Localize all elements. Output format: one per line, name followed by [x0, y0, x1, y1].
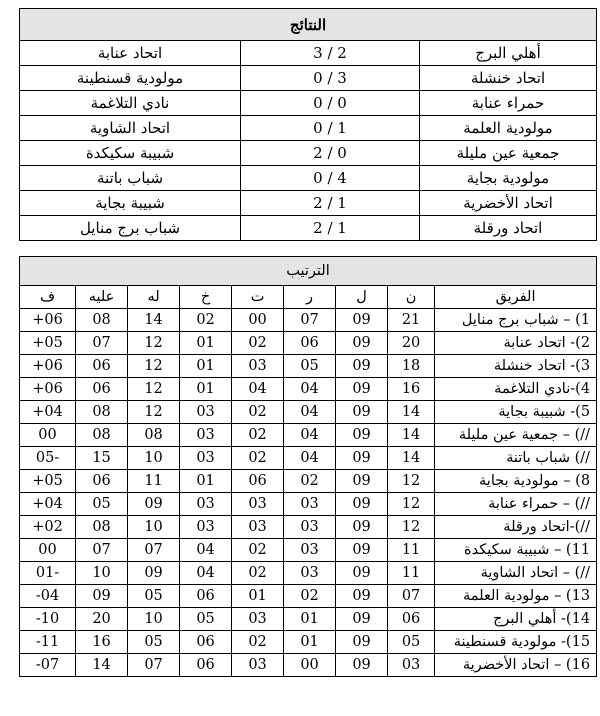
result-home-team: اتحاد ورقلة — [420, 216, 597, 241]
standing-team: //) – اتحاد الشاوية — [435, 562, 597, 585]
standing-lost: 01 — [180, 355, 232, 378]
header-lost: خ — [180, 286, 232, 309]
standing-played: 09 — [336, 562, 388, 585]
result-home-team: مولودية بجاية — [420, 166, 597, 191]
standing-team: 1) – شباب برج منايل — [435, 309, 597, 332]
standing-won: 03 — [284, 539, 336, 562]
standing-goal-difference: -07 — [20, 654, 76, 677]
standing-team: //) – جمعية عين مليلة — [435, 424, 597, 447]
standings-row — [20, 608, 597, 631]
standing-won: 04 — [284, 401, 336, 424]
standing-won: 02 — [284, 585, 336, 608]
standing-team: //)-اتحاد ورقلة — [435, 516, 597, 539]
header-drawn: ت — [232, 286, 284, 309]
standings-row — [20, 401, 597, 424]
standing-drawn: 02 — [232, 424, 284, 447]
standings-header-row — [20, 286, 597, 309]
standing-points: 21 — [388, 309, 435, 332]
standing-won: 01 — [284, 631, 336, 654]
standing-drawn: 03 — [232, 355, 284, 378]
standing-goals-against: 09 — [76, 585, 128, 608]
standing-goal-difference: +05 — [20, 332, 76, 355]
standing-lost: 06 — [180, 585, 232, 608]
standing-goals-against: 08 — [76, 424, 128, 447]
standings-row — [20, 355, 597, 378]
result-row — [20, 166, 597, 191]
standing-goals-against: 07 — [76, 332, 128, 355]
results-title-row — [20, 9, 597, 41]
standings-row — [20, 631, 597, 654]
standing-drawn: 01 — [232, 585, 284, 608]
standing-goal-difference: +05 — [20, 470, 76, 493]
standings-row — [20, 309, 597, 332]
standing-goals-for: 09 — [128, 562, 180, 585]
standings-row — [20, 332, 597, 355]
standing-drawn: 02 — [232, 401, 284, 424]
standing-goals-for: 14 — [128, 309, 180, 332]
standing-lost: 04 — [180, 539, 232, 562]
standing-won: 03 — [284, 562, 336, 585]
standing-goal-difference: +02 — [20, 516, 76, 539]
standings-row — [20, 539, 597, 562]
standing-points: 12 — [388, 470, 435, 493]
header-played: ل — [336, 286, 388, 309]
result-score: 0 / 1 — [241, 116, 420, 141]
standing-drawn: 02 — [232, 562, 284, 585]
standing-goals-for: 10 — [128, 608, 180, 631]
result-away-team: نادي التلاغمة — [20, 91, 241, 116]
standing-goals-against: 05 — [76, 493, 128, 516]
standing-goals-against: 16 — [76, 631, 128, 654]
result-away-team: مولودية قسنطينة — [20, 66, 241, 91]
standing-played: 09 — [336, 516, 388, 539]
standing-goal-difference: -11 — [20, 631, 76, 654]
standings-row — [20, 516, 597, 539]
standings-row — [20, 470, 597, 493]
standings-row — [20, 654, 597, 677]
result-away-team: اتحاد الشاوية — [20, 116, 241, 141]
standing-points: 12 — [388, 516, 435, 539]
result-row — [20, 116, 597, 141]
standing-points: 14 — [388, 401, 435, 424]
standing-won: 07 — [284, 309, 336, 332]
standing-lost: 03 — [180, 424, 232, 447]
standings-row — [20, 562, 597, 585]
standing-goal-difference: +06 — [20, 355, 76, 378]
result-away-team: شبيبة سكيكدة — [20, 141, 241, 166]
standing-drawn: 04 — [232, 378, 284, 401]
standing-points: 20 — [388, 332, 435, 355]
standing-points: 03 — [388, 654, 435, 677]
standing-drawn: 03 — [232, 493, 284, 516]
header-goals-for: له — [128, 286, 180, 309]
standing-drawn: 02 — [232, 631, 284, 654]
standing-lost: 03 — [180, 493, 232, 516]
result-row — [20, 191, 597, 216]
standing-team: 4)-نادي التلاغمة — [435, 378, 597, 401]
result-row — [20, 141, 597, 166]
result-home-team: اتحاد الأخضرية — [420, 191, 597, 216]
standing-played: 09 — [336, 378, 388, 401]
standing-goals-for: 07 — [128, 539, 180, 562]
standing-played: 09 — [336, 447, 388, 470]
standing-goal-difference: +04 — [20, 493, 76, 516]
standing-lost: 01 — [180, 470, 232, 493]
result-home-team: اتحاد خنشلة — [420, 66, 597, 91]
standing-goals-for: 07 — [128, 654, 180, 677]
results-title: النتائج — [20, 9, 597, 41]
standing-goals-against: 15 — [76, 447, 128, 470]
standing-team: 3)- اتحاد خنشلة — [435, 355, 597, 378]
result-score: 3 / 2 — [241, 41, 420, 66]
standing-team: 15)- مولودية قسنطينة — [435, 631, 597, 654]
result-away-team: شباب برج منايل — [20, 216, 241, 241]
standing-goals-against: 08 — [76, 401, 128, 424]
standing-won: 04 — [284, 378, 336, 401]
standing-goal-difference: -04 — [20, 585, 76, 608]
result-score: 2 / 1 — [241, 191, 420, 216]
standings-title: الترتيب — [20, 257, 597, 286]
standing-goal-difference: +04 — [20, 401, 76, 424]
standing-goals-for: 12 — [128, 401, 180, 424]
standing-played: 09 — [336, 493, 388, 516]
standing-goals-for: 12 — [128, 332, 180, 355]
standing-points: 14 — [388, 447, 435, 470]
standing-goals-against: 06 — [76, 470, 128, 493]
standings-row — [20, 424, 597, 447]
standing-drawn: 00 — [232, 309, 284, 332]
standing-points: 11 — [388, 539, 435, 562]
standing-team: 13) – مولودية العلمة — [435, 585, 597, 608]
standing-played: 09 — [336, 608, 388, 631]
standing-lost: 01 — [180, 332, 232, 355]
standing-team: 14)- أهلي البرج — [435, 608, 597, 631]
standing-played: 09 — [336, 631, 388, 654]
header-team: الفريق — [435, 286, 597, 309]
header-won: ر — [284, 286, 336, 309]
standing-drawn: 02 — [232, 539, 284, 562]
standing-points: 12 — [388, 493, 435, 516]
standing-points: 11 — [388, 562, 435, 585]
standing-points: 07 — [388, 585, 435, 608]
standing-team: //) – حمراء عنابة — [435, 493, 597, 516]
standing-goal-difference: 01- — [20, 562, 76, 585]
standing-goal-difference: +06 — [20, 378, 76, 401]
standing-goals-for: 08 — [128, 424, 180, 447]
standing-won: 05 — [284, 355, 336, 378]
standing-goals-for: 10 — [128, 516, 180, 539]
standing-played: 09 — [336, 332, 388, 355]
standings-row — [20, 585, 597, 608]
standing-goals-for: 11 — [128, 470, 180, 493]
standing-points: 18 — [388, 355, 435, 378]
standing-won: 04 — [284, 424, 336, 447]
standing-drawn: 03 — [232, 516, 284, 539]
header-points: ن — [388, 286, 435, 309]
standing-lost: 04 — [180, 562, 232, 585]
result-home-team: جمعية عين مليلة — [420, 141, 597, 166]
header-goal-difference: ف — [20, 286, 76, 309]
standings-row — [20, 378, 597, 401]
standing-lost: 06 — [180, 631, 232, 654]
standing-played: 09 — [336, 309, 388, 332]
standing-goals-against: 10 — [76, 562, 128, 585]
standing-drawn: 03 — [232, 654, 284, 677]
standing-drawn: 02 — [232, 447, 284, 470]
standing-goals-against: 08 — [76, 516, 128, 539]
standing-goal-difference: 00 — [20, 424, 76, 447]
standing-goals-against: 08 — [76, 309, 128, 332]
result-home-team: حمراء عنابة — [420, 91, 597, 116]
standing-team: 16) – اتحاد الأخضرية — [435, 654, 597, 677]
standing-team: //) شباب باتنة — [435, 447, 597, 470]
standing-played: 09 — [336, 355, 388, 378]
standing-goals-against: 06 — [76, 378, 128, 401]
standing-points: 06 — [388, 608, 435, 631]
result-home-team: أهلي البرج — [420, 41, 597, 66]
standing-played: 09 — [336, 654, 388, 677]
standing-points: 05 — [388, 631, 435, 654]
standing-goals-for: 05 — [128, 631, 180, 654]
results-table — [19, 8, 597, 241]
standing-played: 09 — [336, 585, 388, 608]
result-away-team: شبيبة بجاية — [20, 191, 241, 216]
standing-points: 14 — [388, 424, 435, 447]
standing-lost: 03 — [180, 516, 232, 539]
standing-points: 16 — [388, 378, 435, 401]
standing-goals-for: 12 — [128, 355, 180, 378]
result-score: 2 / 0 — [241, 141, 420, 166]
result-score: 0 / 0 — [241, 91, 420, 116]
standing-goal-difference: +06 — [20, 309, 76, 332]
standing-goal-difference: 05- — [20, 447, 76, 470]
standing-goal-difference: -10 — [20, 608, 76, 631]
standing-drawn: 03 — [232, 608, 284, 631]
standing-won: 02 — [284, 470, 336, 493]
result-score: 0 / 3 — [241, 66, 420, 91]
standing-won: 06 — [284, 332, 336, 355]
standing-goals-for: 05 — [128, 585, 180, 608]
standing-drawn: 06 — [232, 470, 284, 493]
standing-goal-difference: 00 — [20, 539, 76, 562]
standing-won: 01 — [284, 608, 336, 631]
standing-played: 09 — [336, 539, 388, 562]
standing-team: 2)- اتحاد عنابة — [435, 332, 597, 355]
result-row — [20, 41, 597, 66]
standing-lost: 03 — [180, 401, 232, 424]
standing-team: 11) – شبيبة سكيكدة — [435, 539, 597, 562]
standing-drawn: 02 — [232, 332, 284, 355]
header-goals-against: عليه — [76, 286, 128, 309]
standing-goals-against: 20 — [76, 608, 128, 631]
standing-won: 03 — [284, 516, 336, 539]
standing-team: 5)- شبيبة بجاية — [435, 401, 597, 424]
standing-goals-against: 14 — [76, 654, 128, 677]
result-score: 2 / 1 — [241, 216, 420, 241]
standing-lost: 01 — [180, 378, 232, 401]
standing-lost: 03 — [180, 447, 232, 470]
standings-table — [19, 256, 597, 677]
standing-played: 09 — [336, 401, 388, 424]
result-home-team: مولودية العلمة — [420, 116, 597, 141]
result-away-team: اتحاد عنابة — [20, 41, 241, 66]
standing-won: 04 — [284, 447, 336, 470]
standing-goals-for: 10 — [128, 447, 180, 470]
standings-row — [20, 447, 597, 470]
standing-lost: 06 — [180, 654, 232, 677]
standing-lost: 05 — [180, 608, 232, 631]
standing-goals-against: 06 — [76, 355, 128, 378]
standings-row — [20, 493, 597, 516]
standing-lost: 02 — [180, 309, 232, 332]
standing-played: 09 — [336, 470, 388, 493]
standing-played: 09 — [336, 424, 388, 447]
result-row — [20, 66, 597, 91]
standing-goals-against: 07 — [76, 539, 128, 562]
standing-goals-for: 09 — [128, 493, 180, 516]
result-score: 0 / 4 — [241, 166, 420, 191]
standings-title-row — [20, 257, 597, 286]
standing-won: 03 — [284, 493, 336, 516]
standing-team: 8) – مولودية بجاية — [435, 470, 597, 493]
result-away-team: شباب باتنة — [20, 166, 241, 191]
standing-goals-for: 12 — [128, 378, 180, 401]
result-row — [20, 216, 597, 241]
standing-won: 00 — [284, 654, 336, 677]
result-row — [20, 91, 597, 116]
